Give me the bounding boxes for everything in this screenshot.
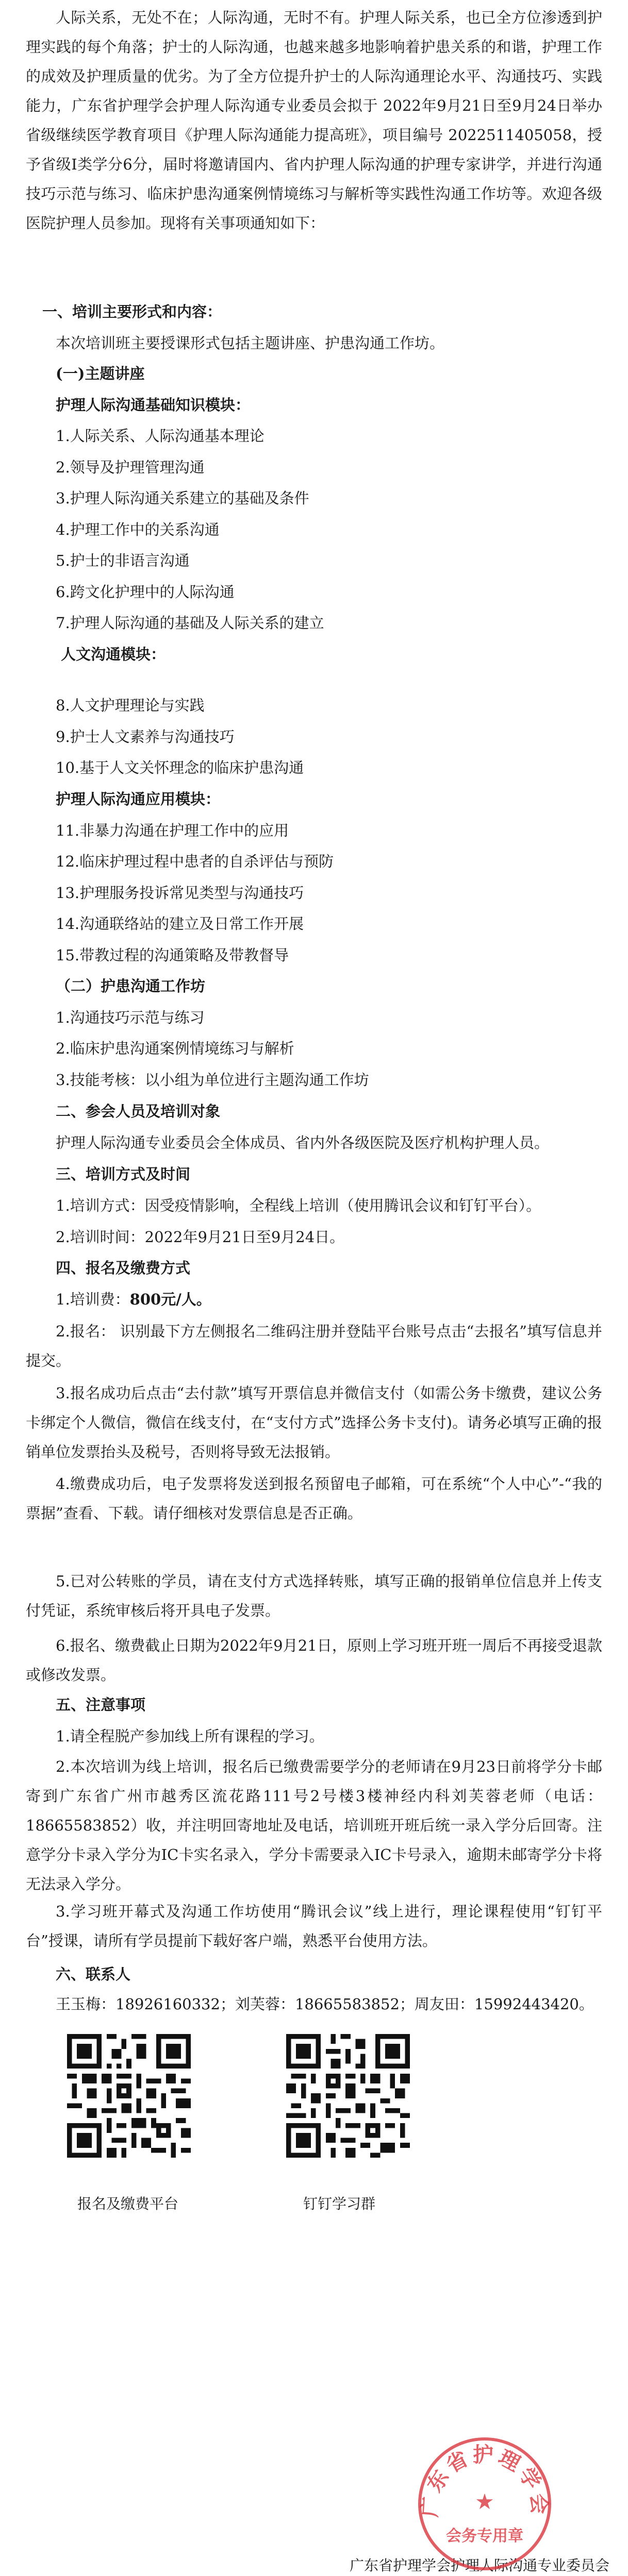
section2-heading: 二、参会人员及培训对象 [56,1103,221,1120]
section1-desc: 本次培训班主要授课形式包括主题讲座、护患沟通工作坊。 [56,334,445,352]
module2-item: 8.人文护理理论与实践 [56,697,205,714]
invoice-paragraph: 4.缴费成功后，电子发票将发送到报名预留电子邮箱，可在系统“个人中心”-“我的票据”查看、下载。请仔细核对发票信息是否正确。 [26,1475,602,1522]
module1-item: 1.人际关系、人际沟通基本理论 [56,427,265,445]
module1-item: 5.护士的非语言沟通 [56,552,190,569]
module2-item: 10.基于人文关怀理念的临床护患沟通 [56,759,304,776]
training-time: 2.培训时间：2022年9月21日至9月24日。 [56,1228,345,1246]
svg-text:★: ★ [475,2489,494,2514]
workshop-item: 1.沟通技巧示范与练习 [56,1009,205,1026]
section1-heading: 一、培训主要形式和内容： [42,303,222,320]
issuing-organization: 广东省护理学会护理人际沟通专业委员会 [349,2557,609,2574]
dingtalk-qr-caption: 钉钉学习群 [303,2195,376,2212]
svg-text:会务专用章: 会务专用章 [446,2527,523,2545]
workshop-item: 2.临床护患沟通案例情境练习与解析 [56,1040,294,1057]
svg-text:广东省护理学会: 广东省护理学会 [418,2443,552,2518]
module1-item: 4.护理工作中的关系沟通 [56,521,220,538]
module2-title: 人文沟通模块： [61,646,166,663]
notice-item: 1.请全程脱产参加线上所有课程的学习。 [56,1727,324,1745]
module1-item: 6.跨文化护理中的人际沟通 [56,583,235,601]
section6-heading: 六、联系人 [56,1965,131,1983]
fee-label: 1.培训费： [56,1291,130,1308]
workshop-item: 3.技能考核：以小组为单位进行主题沟通工作坊 [56,1071,369,1089]
section2-text: 护理人际沟通专业委员会全体成员、省内外各级医院及医疗机构护理人员。 [56,1134,550,1151]
module3-item: 15.带教过程的沟通策略及带教督导 [56,946,289,964]
module3-item: 13.护理服务投诉常见类型与沟通技巧 [56,884,304,902]
module2-item: 9.护士人文素养与沟通技巧 [56,728,235,745]
platform-paragraph: 3.学习班开幕式及沟通工作坊使用“腾讯会议”线上进行，理论课程使用“钉钉平台”授课，请所有学员提前下载好客户端，熟悉平台使用方法。 [26,1903,602,1950]
module3-item: 11.非暴力沟通在护理工作中的应用 [56,822,289,839]
fee-line [56,1289,211,1310]
official-seal [412,2432,557,2576]
module1-title: 护理人际沟通基础知识模块： [56,396,251,414]
deadline-paragraph: 6.报名、缴费截止日期为2022年9月21日，原则上学习班开班一周后不再接受退款或修改发票。 [26,1637,602,1684]
section5-heading: 五、注意事项 [56,1696,146,1714]
contacts-line: 王玉梅：18926160332；刘芙蓉：18665583852；周友田：15992443420。 [56,1995,594,2013]
dingtalk-group-qr-code[interactable] [286,2034,410,2158]
intro-paragraph: 人际关系，无处不在；人际沟通，无时不有。护理人际关系，也已全方位渗透到护理实践的每个角落；护士的人际沟通，也越来越多地影响着护患关系的和谐，护理工作的成效及护理质量的优劣。为了全方位提升护士的人际沟通理论水平、沟通技巧、实践能力，广东省护理学会护理人际沟通专业委员会拟于 2022年9月21日至9月24日举办省级继续医学教育项目《护理人际沟通能力提高班》，项目编号 2022511405058，授予省级Ⅰ类学分6分，届时将邀请国内、省内护理人际沟通的护理专家讲学，并进行沟通技巧示范与练习、临床护患沟通案例情境练习与解析等实践性沟通工作坊等。欢迎各级医院护理人员参加。现将有关事项通知如下： [26,9,602,232]
payment-paragraph: 3.报名成功后点击“去付款”填写开票信息并微信支付（如需公务卡缴费，建议公务卡绑定个人微信，微信在线支付，在“支付方式”选择公务卡支付)。请务必填写正确的报销单位发票抬头及税号，否则将导致无法报销。 [26,1384,602,1461]
registration-qr-caption: 报名及缴费平台 [77,2195,179,2212]
training-method: 1.培训方式：因受疫情影响，全程线上培训（使用腾讯会议和钉钉平台）。 [56,1197,541,1214]
module3-title: 护理人际沟通应用模块： [56,790,221,808]
registration-paragraph: 2.报名： 识别最下方左侧报名二维码注册并登陆平台账号点击“去报名”填写信息并提交。 [26,1323,602,1369]
workshop-heading: （二）护患沟通工作坊 [56,977,206,995]
module3-item: 12.临床护理过程中患者的自杀评估与预防 [56,853,334,870]
module3-item: 14.沟通联络站的建立及日常工作开展 [56,915,304,933]
module1-item: 3.护理人际沟通关系建立的基础及条件 [56,489,309,507]
lecture-heading: (一)主题讲座 [56,365,145,382]
transfer-paragraph: 5.已对公转账的学员，请在支付方式选择转账，填写正确的报销单位信息并上传支付凭证，系统审核后将开具电子发票。 [26,1572,602,1619]
section3-heading: 三、培训方式及时间 [56,1165,191,1183]
module1-item: 2.领导及护理管理沟通 [56,459,205,476]
registration-qr-code[interactable] [67,2034,191,2158]
fee-value: 800元/人。 [129,1291,211,1308]
section4-heading: 四、报名及缴费方式 [56,1259,191,1277]
credit-paragraph: 2.本次培训为线上培训，报名后已缴费需要学分的老师请在9月23日前将学分卡邮寄到广东省广州市越秀区流花路111号2号楼3楼神经内科刘芙蓉老师（电话：18665583852）收，并注明回寄地址及电话，培训班开班后统一录入学分后回寄。注意学分卡录入学分为IC卡实名录入，学分卡需要录入IC卡号录入，逾期未邮寄学分卡将无法录入学分。 [26,1758,602,1893]
module1-item: 7.护理人际沟通的基础及人际关系的建立 [56,614,324,632]
